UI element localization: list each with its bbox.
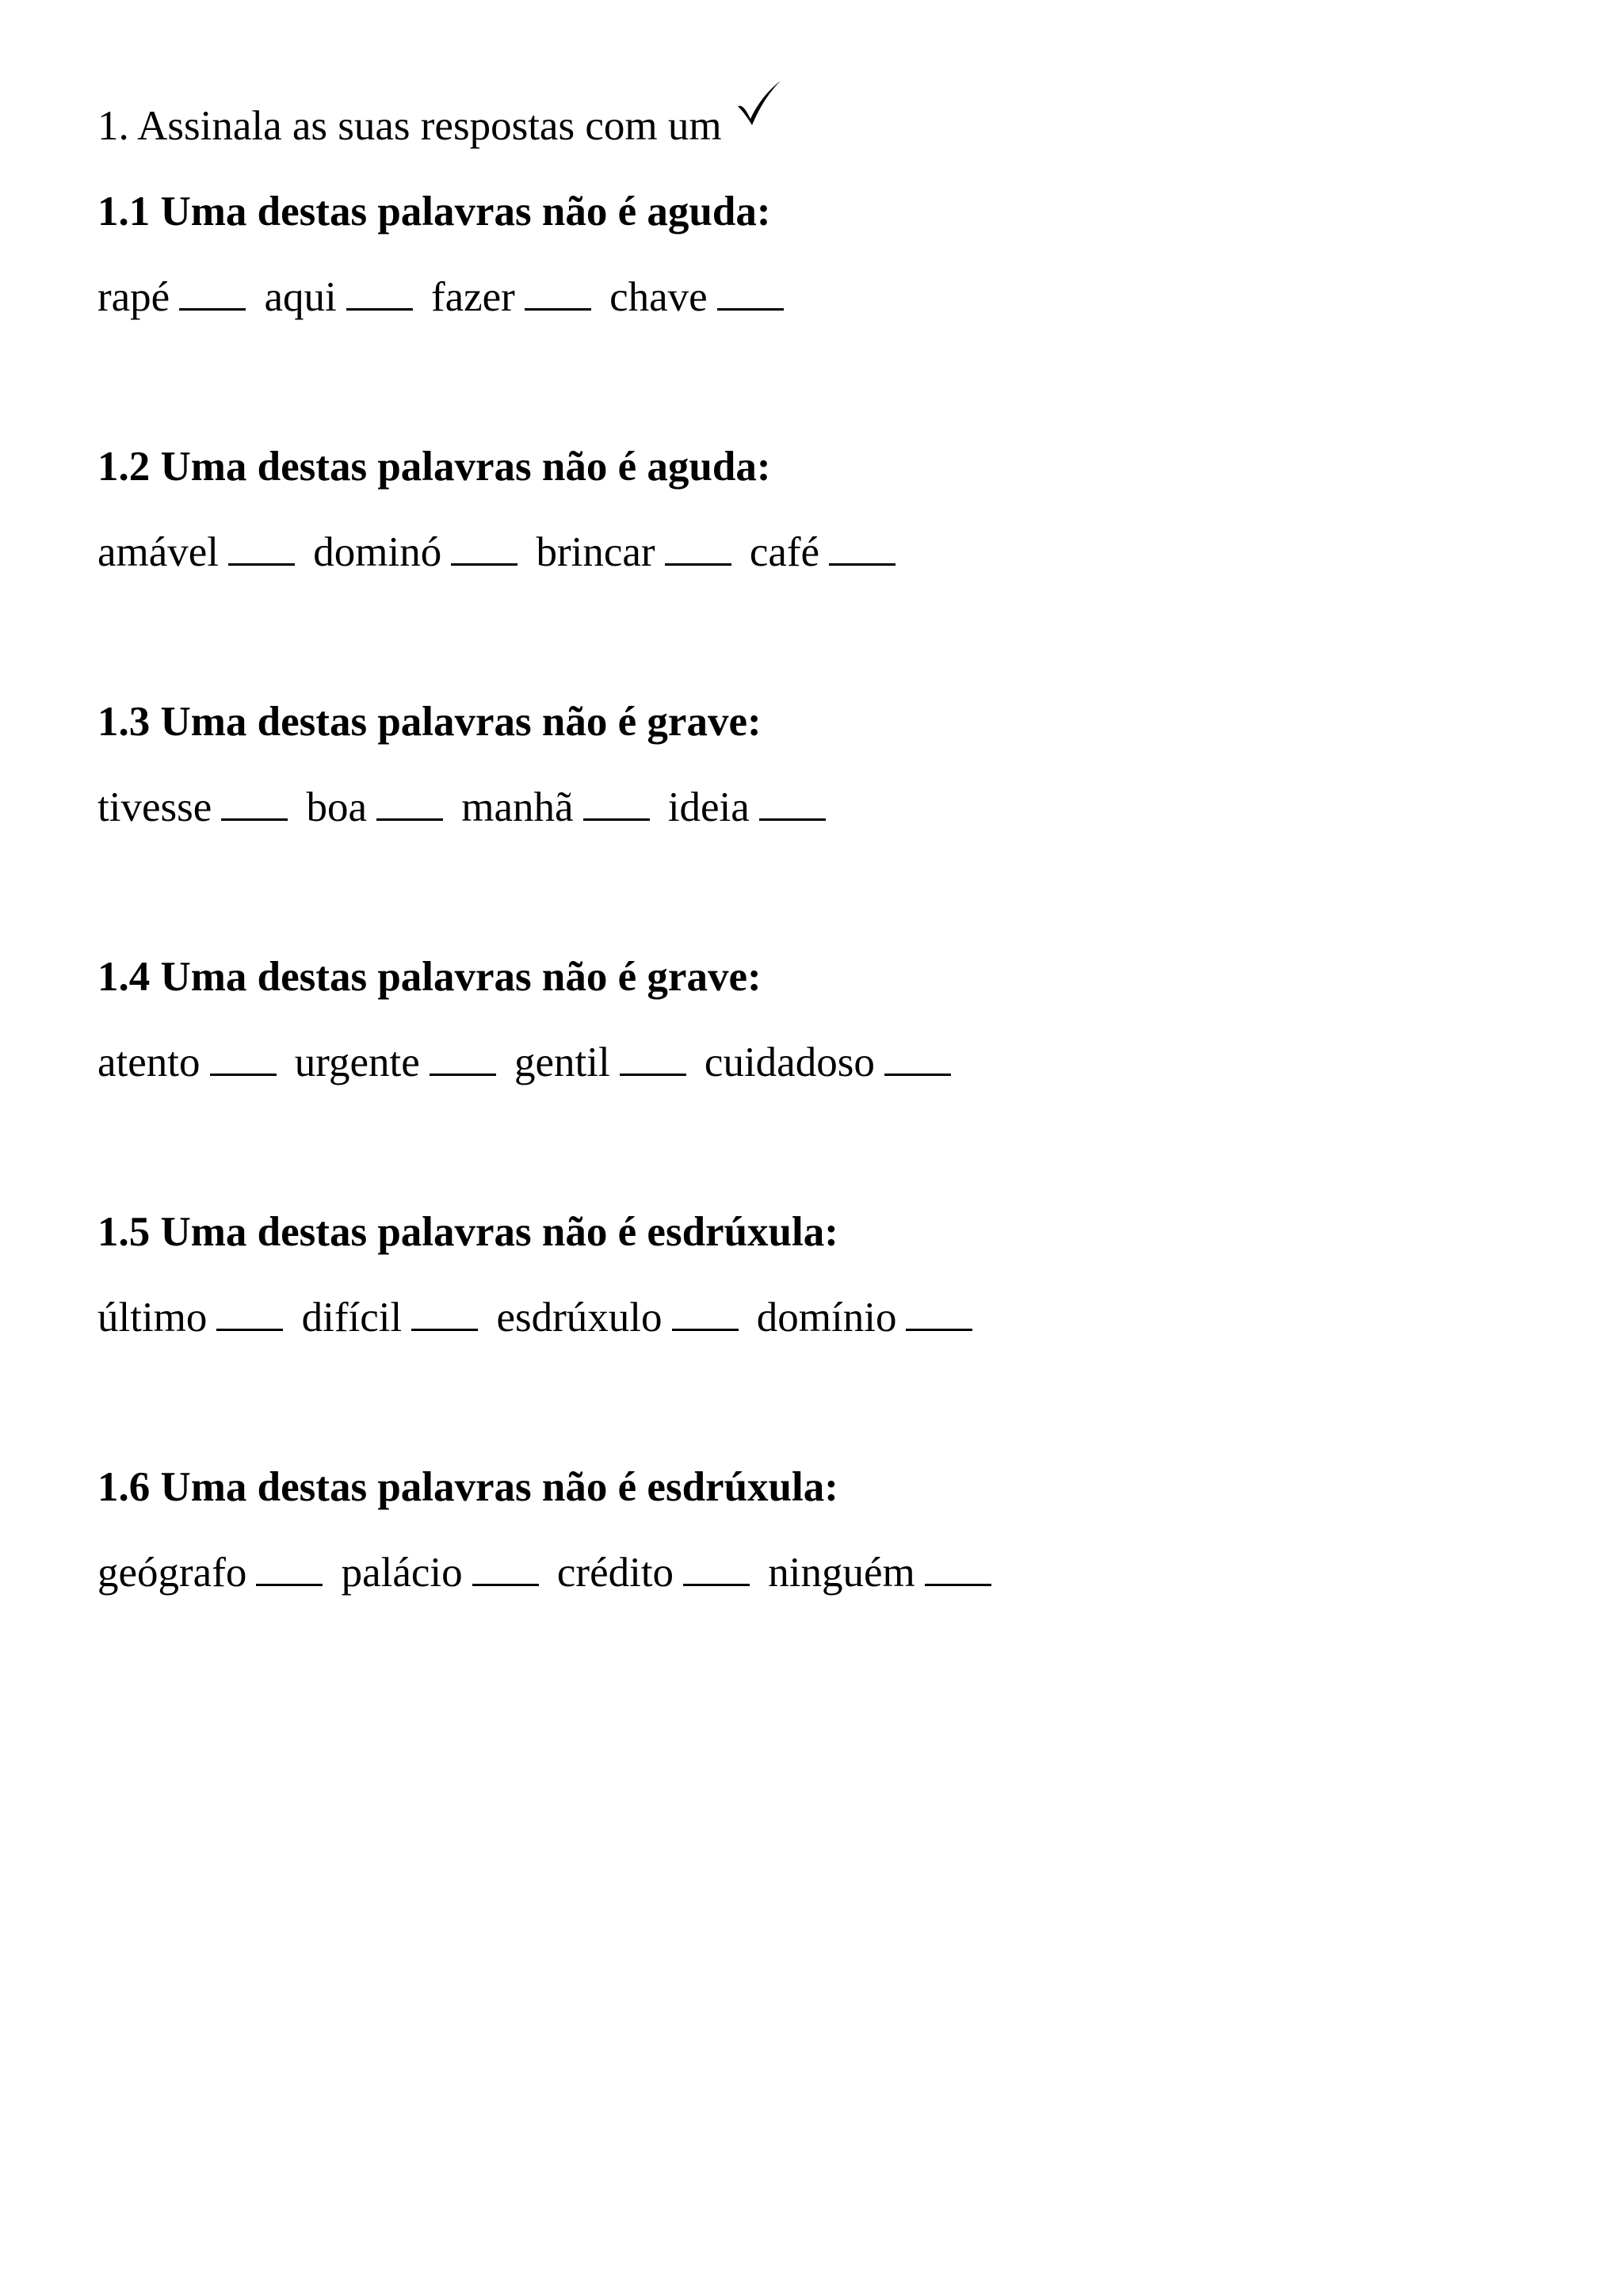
option-word: dominó	[313, 529, 442, 575]
option-word: último	[97, 1295, 208, 1341]
answer-blank[interactable]	[346, 303, 413, 311]
answer-blank[interactable]	[525, 303, 591, 311]
answer-blank[interactable]	[221, 814, 288, 821]
option-word: aqui	[264, 274, 337, 320]
option-word: ninguém	[768, 1550, 915, 1596]
option-word: difícil	[301, 1295, 403, 1341]
question-title: 1.3 Uma destas palavras não é grave:	[97, 699, 762, 745]
question-1-4	[97, 949, 1524, 1090]
option-word: fazer	[430, 274, 515, 320]
answer-blank[interactable]	[179, 303, 246, 311]
option-word: amável	[97, 529, 220, 575]
option-word: geógrafo	[97, 1550, 247, 1596]
question-options	[97, 780, 1524, 835]
question-options	[97, 269, 1524, 325]
option-word: esdrúxulo	[496, 1295, 663, 1341]
option-word: palácio	[341, 1550, 463, 1596]
question-options	[97, 1035, 1524, 1090]
instruction-text: 1. Assinala as suas respostas com um	[97, 103, 722, 149]
answer-blank[interactable]	[672, 1324, 739, 1331]
option-word: café	[749, 529, 820, 575]
option-word: crédito	[556, 1550, 674, 1596]
answer-blank[interactable]	[906, 1324, 972, 1331]
option-word: domínio	[756, 1295, 897, 1341]
question-title: 1.5 Uma destas palavras não é esdrúxula:	[97, 1209, 838, 1255]
answer-blank[interactable]	[717, 303, 784, 311]
question-title: 1.2 Uma destas palavras não é aguda:	[97, 444, 771, 490]
option-word: chave	[609, 274, 708, 320]
answer-blank[interactable]	[472, 1579, 539, 1586]
answer-blank[interactable]	[228, 559, 295, 566]
option-word: manhã	[461, 784, 574, 830]
answer-blank[interactable]	[759, 814, 826, 821]
option-word: gentil	[514, 1039, 610, 1085]
answer-blank[interactable]	[216, 1324, 283, 1331]
check-icon	[733, 78, 784, 128]
option-word: ideia	[667, 784, 750, 830]
answer-blank[interactable]	[376, 814, 443, 821]
question-title: 1.4 Uma destas palavras não é grave:	[97, 954, 762, 1000]
question-1-1	[97, 184, 1524, 325]
question-1-5	[97, 1204, 1524, 1345]
answer-blank[interactable]	[256, 1579, 323, 1586]
option-word: brincar	[536, 529, 655, 575]
answer-blank[interactable]	[683, 1579, 750, 1586]
question-options	[97, 1290, 1524, 1345]
option-word: boa	[306, 784, 368, 830]
answer-blank[interactable]	[829, 559, 896, 566]
question-1-3	[97, 694, 1524, 835]
option-word: rapé	[97, 274, 170, 320]
answer-blank[interactable]	[430, 1069, 496, 1076]
answer-blank[interactable]	[925, 1579, 991, 1586]
question-options	[97, 524, 1524, 580]
answer-blank[interactable]	[451, 559, 517, 566]
question-title: 1.1 Uma destas palavras não é aguda:	[97, 189, 771, 235]
answer-blank[interactable]	[210, 1069, 277, 1076]
answer-blank[interactable]	[620, 1069, 686, 1076]
option-word: urgente	[294, 1039, 420, 1085]
answer-blank[interactable]	[583, 814, 650, 821]
answer-blank[interactable]	[884, 1069, 951, 1076]
question-1-6	[97, 1459, 1524, 1600]
question-1-2	[97, 439, 1524, 580]
question-title: 1.6 Uma destas palavras não é esdrúxula:	[97, 1464, 838, 1510]
instruction-line	[97, 89, 784, 158]
question-options	[97, 1545, 1524, 1600]
option-word: cuidadoso	[704, 1039, 875, 1085]
answer-blank[interactable]	[411, 1324, 478, 1331]
answer-blank[interactable]	[665, 559, 731, 566]
option-word: tivesse	[97, 784, 212, 830]
option-word: atento	[97, 1039, 200, 1085]
